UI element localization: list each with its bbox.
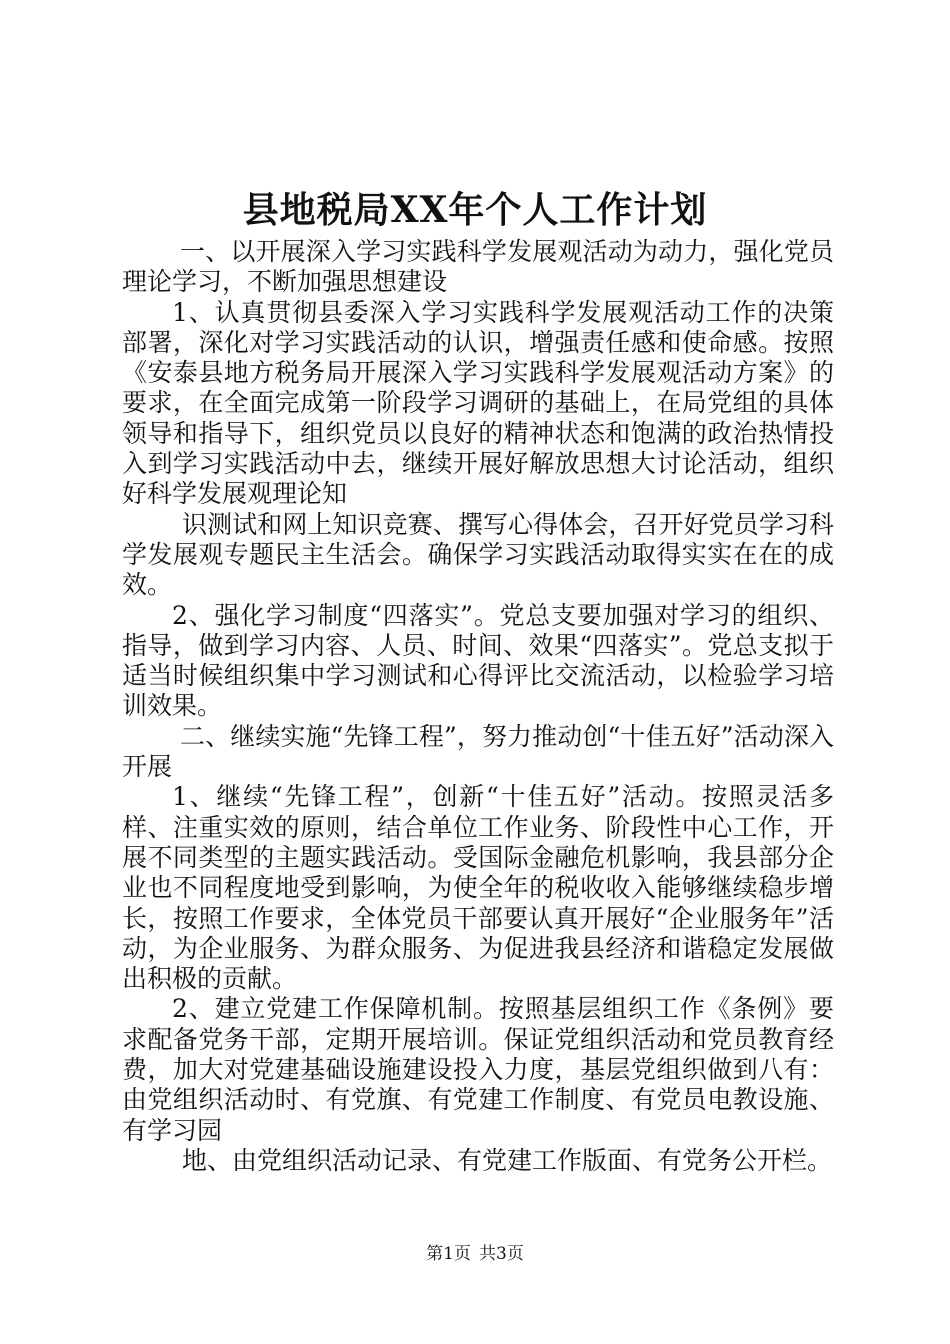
document-title: 县地税局XX年个人工作计划	[242, 189, 708, 231]
section-heading-2: 二、继续实施“先锋工程”，努力推动创“十佳五好”活动深入开展	[122, 721, 834, 782]
paragraph-1-1: 1、认真贯彻县委深入学习实践科学发展观活动工作的决策部署，深化对学习实践活动的认识，增强责任感和使命感。按照《安泰县地方税务局开展深入学习实践科学发展观活动方案》的要求，在全面完成第一阶段学习调研的基础上，在局党组的具体领导和指导下，组织党员以良好的精神状态和饱满的政治热情投入到学习实践活动中去，继续开展好解放思想大讨论活动，组织好科学发展观理论知	[122, 297, 834, 509]
paragraph-1-1-continued: 识测试和网上知识竞赛、撰写心得体会，召开好党员学习科学发展观专题民主生活会。确保学习实践活动取得实实在在的成效。	[122, 509, 834, 600]
paragraph-1-2: 2、强化学习制度“四落实”。党总支要加强对学习的组织、指导，做到学习内容、人员、时间、效果“四落实”。党总支拟于适当时候组织集中学习测试和心得评比交流活动，以检验学习培训效果。	[122, 600, 834, 721]
page-total: 共3页	[479, 1244, 524, 1264]
paragraph-2-2-continued: 地、由党组织活动记录、有党建工作版面、有党务公开栏。	[182, 1145, 833, 1175]
paragraph-2-2: 2、建立党建工作保障机制。按照基层组织工作《条例》要求配备党务干部，定期开展培训。保证党组织活动和党员教育经费，加大对党建基础设施建设投入力度，基层党组织做到八有：由党组织活动时、有党旗、有党建工作制度、有党员电教设施、有学习园	[122, 994, 834, 1145]
section-heading-1: 一、以开展深入学习实践科学发展观活动为动力，强化党员理论学习，不断加强思想建设	[122, 237, 834, 297]
page-footer	[0, 1242, 950, 1266]
page-number: 第1页	[426, 1244, 471, 1264]
paragraph-2-1: 1、继续“先锋工程”，创新“十佳五好”活动。按照灵活多样、注重实效的原则，结合单位工作业务、阶段性中心工作，开展不同类型的主题实践活动。受国际金融危机影响，我县部分企业也不同程度地受到影响，为使全年的税收收入能够继续稳步增长，按照工作要求，全体党员干部要认真开展好“企业服务年”活动，为企业服务、为群众服务、为促进我县经济和谐稳定发展做出积极的贡献。	[122, 782, 834, 994]
document-body	[122, 237, 834, 1176]
